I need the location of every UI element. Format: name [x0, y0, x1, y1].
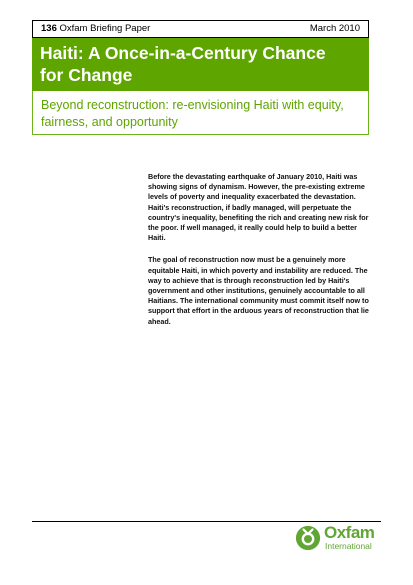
text-line: support that effort in the arduous years of reconstruction that lie: [148, 306, 369, 316]
paragraph-2: [148, 255, 374, 326]
header-bar: [32, 20, 369, 38]
text-line: the poor. If well managed, it really could help to build a better: [148, 223, 357, 233]
paragraph-1: [148, 172, 374, 243]
page-title: [40, 42, 361, 86]
title-line: Haiti: A Once-in-a-Century Chance: [40, 43, 326, 63]
subtitle-line: Beyond reconstruction: re-envisioning Haiti with equity,: [41, 98, 344, 112]
paper-date: March 2010: [309, 23, 360, 34]
title-banner: [32, 38, 369, 91]
summary-text: [148, 172, 374, 339]
text-line: showing signs of dynamism. However, the pre-existing extreme: [148, 182, 365, 192]
oxfam-logo-icon: [296, 526, 320, 550]
logo-word: Oxfam: [324, 523, 375, 542]
text-line: Before the devastating earthquake of January 2010, Haiti was: [148, 172, 358, 181]
subtitle-line: fairness, and opportunity: [41, 115, 178, 129]
text-line: levels of poverty and inequality exacerbated the devastation.: [148, 192, 356, 202]
text-line: equitable Haiti, in which poverty and instability are reduced. The: [148, 265, 368, 275]
oxfam-logo[interactable]: [296, 523, 386, 554]
subtitle-box: [32, 91, 369, 135]
text-line: Haiti's reconstruction, if badly managed, will perpetuate the: [148, 202, 352, 212]
text-line: country's inequality, benefiting the rich and creating new risk for: [148, 212, 369, 222]
paper-series: Oxfam Briefing Paper: [59, 23, 151, 34]
text-line: way to achieve that is through reconstruction led by Haiti's: [148, 275, 350, 285]
text-line: Haitians. The international community must commit itself now to: [148, 296, 369, 306]
title-line: for Change: [40, 65, 133, 85]
text-line: Haiti.: [148, 233, 166, 243]
paper-number: 136: [41, 23, 57, 34]
text-line: ahead.: [148, 316, 171, 326]
footer-divider: [32, 521, 381, 522]
logo-sub: International: [325, 541, 372, 551]
text-line: The goal of reconstruction now must be a genuinely more: [148, 255, 346, 265]
text-line: government and other institutions, genuinely accountable to all: [148, 286, 365, 296]
